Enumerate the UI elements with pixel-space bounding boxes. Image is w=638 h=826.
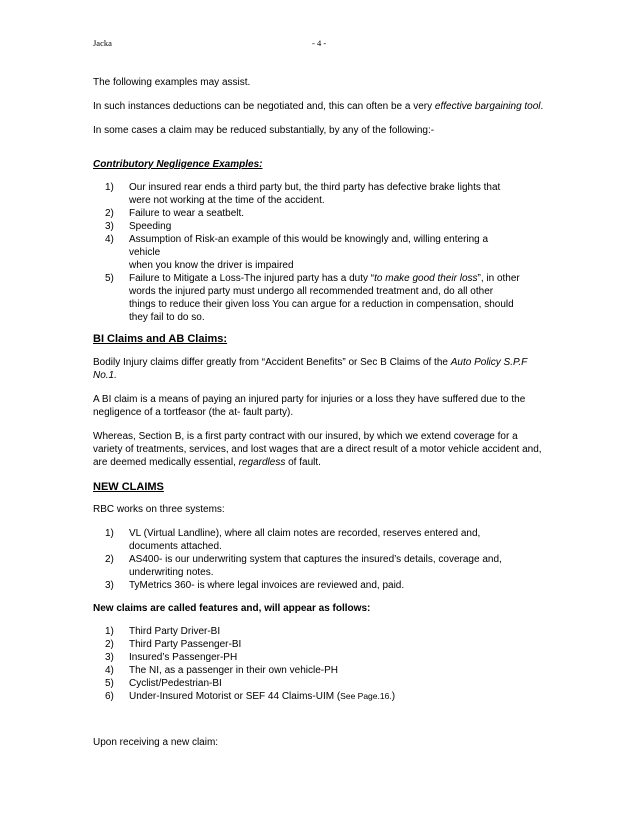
list-number: 1) [105, 182, 114, 193]
list-number: 3) [105, 580, 114, 591]
emphasis-text: Auto Policy S.P.F No.1. [93, 357, 528, 381]
bi-paragraph-2: A BI claim is a means of paying an injured party for injuries or a loss they have suffered due to the negligence of a tortfeasor (the at- fault party). [93, 394, 526, 418]
list-number: 6) [105, 691, 114, 702]
list-text: Third Party Passenger-BI [129, 639, 242, 650]
list-item [93, 690, 548, 703]
text-run: of fault. [285, 457, 321, 468]
list-text: vehicle [129, 247, 161, 258]
features-list [93, 625, 548, 703]
list-text: ) [391, 691, 396, 702]
list-item [93, 207, 548, 220]
bi-paragraph-1 [93, 356, 548, 382]
intro-paragraph-1: The following examples may assist. [93, 77, 251, 88]
document-body [93, 76, 548, 749]
list-text: Assumption of Risk-an example of this would be knowingly and, willing entering a [129, 234, 489, 245]
list-text: Under-Insured Motorist or SEF 44 Claims-UIM ( [129, 691, 341, 702]
text-run: In such instances deductions can be negotiated and, this can often be a very [93, 101, 435, 112]
emphasis-text: regardless [238, 457, 286, 468]
list-item [93, 181, 548, 207]
list-item [93, 233, 548, 272]
contributory-heading: Contributory Negligence Examples: [93, 159, 263, 170]
list-item [93, 527, 548, 553]
systems-list [93, 527, 548, 592]
list-text: TyMetrics 360- is where legal invoices are reviewed and, paid. [129, 580, 405, 591]
list-item [93, 272, 548, 324]
list-number: 5) [105, 273, 114, 284]
list-text: when you know the driver is impaired [129, 260, 294, 271]
list-item [93, 651, 548, 664]
list-number: 1) [105, 528, 114, 539]
list-text: Our insured rear ends a third party but, the third party has defective brake lights that [129, 182, 501, 193]
list-number: 4) [105, 665, 114, 676]
list-number: 5) [105, 678, 114, 689]
intro-paragraph-2 [93, 100, 548, 113]
header-page-number: - 4 - [312, 38, 327, 48]
list-text: The NI, as a passenger in their own vehicle-PH [129, 665, 338, 676]
list-item [93, 638, 548, 651]
list-text: Third Party Driver-BI [129, 626, 221, 637]
text-run: Whereas, Section B, is a first party contract with our insured, by which we extend coverage for a variety of treatments, services, and lost wages that are a direct result of a motor vehicle accident and, are deemed medically essential, [93, 431, 542, 468]
list-text: AS400- is our underwriting system that captures the insured’s details, coverage and, [129, 554, 502, 565]
list-text: words the injured party must undergo all recommended treatment and, do all other [129, 286, 494, 297]
text-run: . [540, 101, 544, 112]
emphasis-text: effective bargaining tool [434, 101, 541, 112]
list-item [93, 220, 548, 233]
list-text: they fail to do so. [129, 312, 205, 323]
list-number: 2) [105, 208, 114, 219]
list-text: documents attached. [129, 541, 222, 552]
list-item [93, 553, 548, 579]
page-reference: See Page.16. [340, 691, 392, 701]
list-text: underwriting notes. [129, 567, 214, 578]
features-heading: New claims are called features and, will appear as follows: [93, 603, 371, 614]
intro-paragraph-3: In some cases a claim may be reduced substantially, by any of the following:- [93, 125, 435, 136]
list-text: Cyclist/Pedestrian-BI [129, 678, 222, 689]
list-number: 4) [105, 234, 114, 245]
new-claims-heading: NEW CLAIMS [93, 481, 164, 493]
list-number: 3) [105, 221, 114, 232]
list-item [93, 664, 548, 677]
new-claims-paragraph: RBC works on three systems: [93, 504, 225, 515]
contributory-list [93, 181, 548, 324]
list-number: 2) [105, 639, 114, 650]
bi-paragraph-3 [93, 430, 548, 469]
list-item [93, 579, 548, 592]
list-text: Failure to wear a seatbelt. [129, 208, 245, 219]
text-run: Bodily Injury claims differ greatly from “Accident Benefits” or Sec B Claims of the [93, 357, 451, 368]
list-text: Failure to Mitigate a Loss-The injured party has a duty “ [129, 273, 375, 284]
emphasis-text: to make good their loss [374, 273, 478, 284]
list-text: Insured’s Passenger-PH [129, 652, 238, 663]
list-number: 2) [105, 554, 114, 565]
list-item [93, 625, 548, 638]
list-number: 3) [105, 652, 114, 663]
receiving-paragraph: Upon receiving a new claim: [93, 737, 219, 748]
header-author: Jacka [93, 38, 112, 48]
list-text: ”, in other [477, 273, 520, 284]
list-text: Speeding [129, 221, 172, 232]
list-text: VL (Virtual Landline), where all claim notes are recorded, reserves entered and, [129, 528, 481, 539]
list-item [93, 677, 548, 690]
bi-section-heading: BI Claims and AB Claims: [93, 333, 228, 345]
list-text: things to reduce their given loss You can argue for a reduction in compensation, should [129, 299, 514, 310]
list-text: were not working at the time of the accident. [129, 195, 325, 206]
list-number: 1) [105, 626, 114, 637]
